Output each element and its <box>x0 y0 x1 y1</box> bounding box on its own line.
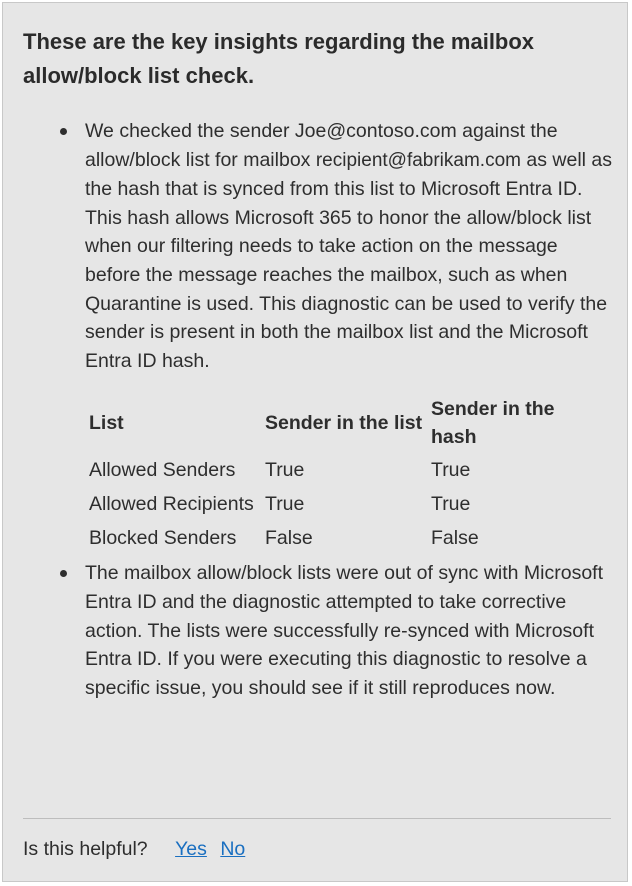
list-name-cell: Allowed Senders <box>89 459 236 482</box>
bullet-dot-icon <box>60 128 67 135</box>
sender-in-list-cell: True <box>265 493 305 516</box>
feedback-no-link[interactable]: No <box>220 838 246 860</box>
column-header-sender-in-hash: Sender in the hash <box>431 398 555 449</box>
insight-item-resync <box>23 559 613 702</box>
table-row <box>85 521 585 555</box>
insight-text <box>85 117 613 375</box>
sender-in-hash-cell: False <box>431 527 479 550</box>
bullet-dot-icon <box>60 570 67 577</box>
footer-divider <box>23 818 611 819</box>
feedback-yes-link[interactable]: Yes <box>175 838 207 860</box>
list-name-cell: Allowed Recipients <box>89 493 254 516</box>
sender-in-hash-cell: True <box>431 459 471 482</box>
table-header-row <box>85 395 585 453</box>
insights-list <box>23 117 613 702</box>
column-header-sender-in-list: Sender in the list <box>265 412 423 435</box>
insight-item-sender-check <box>23 117 613 555</box>
sender-in-hash-cell: True <box>431 493 471 516</box>
insight-text-part: as well as the hash that is synced from this list to Microsoft Entra ID. This hash allows Microsoft 365 to honor the allow/block list when our filtering needs to take action on the message before the message reaches the mailbox, such as when Quarantine is used. This diagnostic can be used to verify the sender is present in both the mailbox list and the Microsoft Entra ID hash. <box>85 148 613 372</box>
table-row <box>85 487 585 521</box>
feedback-bar <box>23 835 245 863</box>
table-row <box>85 453 585 487</box>
list-name-cell: Blocked Senders <box>89 527 237 550</box>
recipient-email: recipient@fabrikam.com <box>315 149 521 171</box>
insights-heading: These are the key insights regarding the mailbox allow/block list check. <box>23 29 535 88</box>
column-header-list: List <box>89 412 124 435</box>
sender-in-list-cell: True <box>265 459 305 482</box>
feedback-question: Is this helpful? <box>23 838 148 860</box>
allow-block-table <box>85 395 585 555</box>
insight-text: The mailbox allow/block lists were out of sync with Microsoft Entra ID and the diagnostic attempted to take corrective action. The lists were successfully re-synced with Microsoft Entra ID. If you were executing this diagnostic to resolve a specific issue, you should see if it still reproduces now. <box>85 562 604 699</box>
insight-text-part: We checked the sender Joe@contoso.com against the allow/block list for mailbox <box>85 120 558 171</box>
insights-panel <box>2 2 628 882</box>
sender-in-list-cell: False <box>265 527 313 550</box>
